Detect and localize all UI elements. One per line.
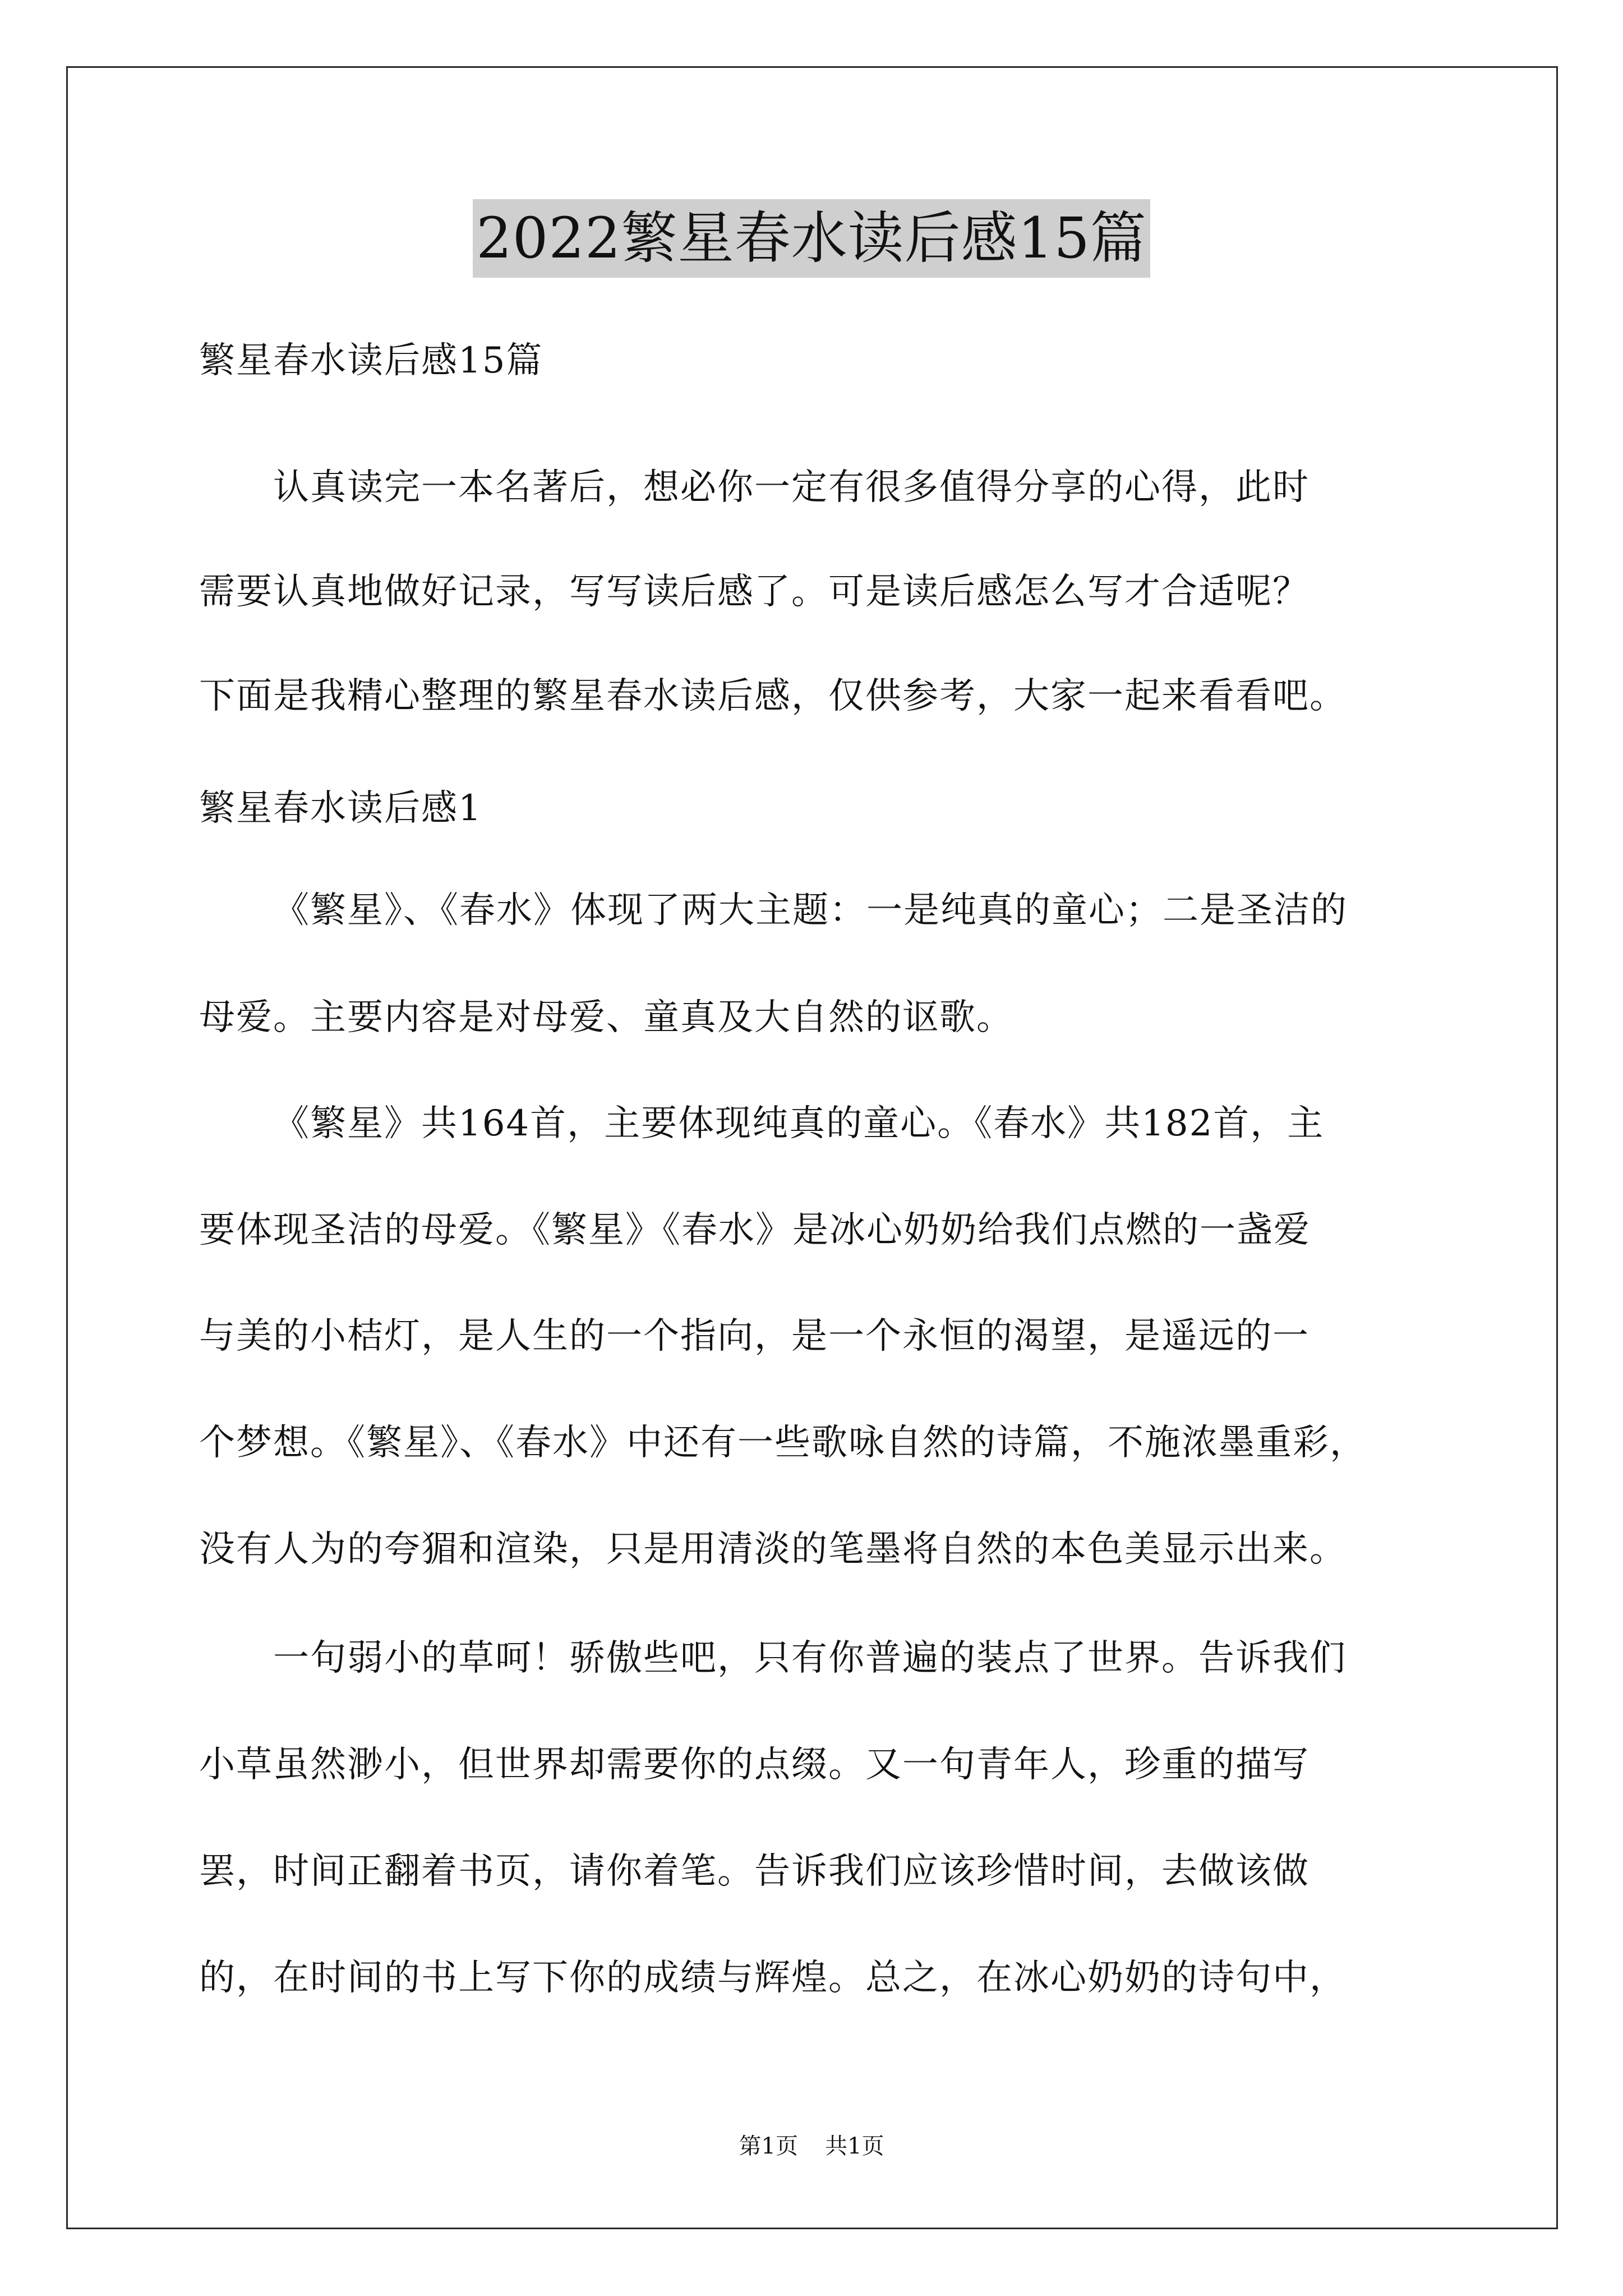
paragraph-line: 下面是我精心整理的繁星春水读后感，仅供参考，大家一起来看看吧。: [199, 675, 1347, 717]
paragraph-line: 与美的小桔灯，是人生的一个指向，是一个永恒的渴望，是遥远的一: [199, 1315, 1310, 1357]
paragraph-line: 个梦想。《繁星》、《春水》中还有一些歌咏自然的诗篇，不施浓墨重彩，: [199, 1422, 1367, 1464]
page-number: 第1页: [739, 2133, 798, 2159]
page-total: 共1页: [825, 2133, 884, 2159]
page-footer: [0, 2131, 1623, 2162]
paragraph-line: 认真读完一本名著后，想必你一定有很多值得分享的心得，此时: [273, 467, 1310, 508]
paragraph-line: 一句弱小的草呵！骄傲些吧，只有你普遍的装点了世界。告诉我们: [273, 1637, 1347, 1679]
subtitle-line: 繁星春水读后感15篇: [199, 340, 543, 381]
paragraph-line: 的，在时间的书上写下你的成绩与辉煌。总之，在冰心奶奶的诗句中，: [199, 1957, 1347, 1999]
paragraph-line: 《繁星》共164首，主要体现纯真的童心。《春水》共182首，主: [273, 1103, 1325, 1144]
document-title: 2022繁星春水读后感15篇: [473, 199, 1150, 278]
paragraph-line: 要体现圣洁的母爱。《繁星》《春水》是冰心奶奶给我们点燃的一盏爱: [199, 1209, 1311, 1251]
paragraph-line: 《繁星》、《春水》体现了两大主题：一是纯真的童心；二是圣洁的: [273, 890, 1348, 931]
section-heading: 繁星春水读后感1: [199, 788, 482, 829]
paragraph-line: 小草虽然渺小，但世界却需要你的点缀。又一句青年人，珍重的描写: [199, 1744, 1310, 1786]
paragraph-line: 需要认真地做好记录，写写读后感了。可是读后感怎么写才合适呢？: [199, 571, 1310, 613]
paragraph-line: 没有人为的夸猸和渲染，只是用清淡的笔墨将自然的本色美显示出来。: [199, 1529, 1347, 1570]
paragraph-line: 母爱。主要内容是对母爱、童真及大自然的讴歌。: [199, 997, 1013, 1038]
paragraph-line: 罢，时间正翻着书页，请你着笔。告诉我们应该珍惜时间，去做该做: [199, 1851, 1310, 1892]
title-block: [0, 199, 1623, 278]
